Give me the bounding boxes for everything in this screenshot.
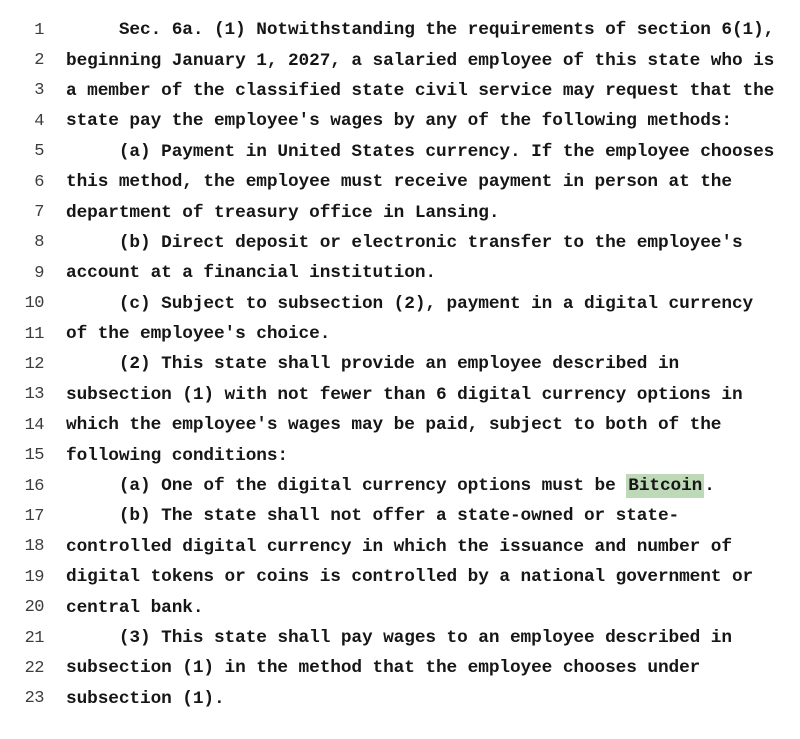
line-number: 12	[24, 354, 44, 374]
line-text	[66, 658, 700, 678]
text-line	[14, 380, 800, 410]
text-segment: central bank.	[66, 597, 204, 618]
text-line	[14, 197, 800, 227]
line-number: 15	[24, 446, 44, 466]
text-segment: .	[704, 476, 715, 497]
text-line	[14, 440, 800, 470]
line-number: 2	[34, 51, 44, 71]
text-line	[14, 349, 800, 379]
line-number: 14	[24, 415, 44, 435]
line-text	[66, 51, 774, 71]
text-segment: (c) Subject to subsection (2), payment in a digital currency	[66, 293, 754, 314]
text-segment: account at a financial institution.	[66, 263, 436, 284]
line-number: 8	[34, 233, 44, 253]
text-line	[14, 592, 800, 622]
line-number: 3	[34, 81, 44, 101]
text-line	[14, 319, 800, 349]
line-number: 13	[24, 385, 44, 405]
line-number: 17	[24, 506, 44, 526]
text-segment: (b) The state shall not offer a state-owned or state-	[66, 506, 680, 527]
text-segment: digital tokens or coins is controlled by a national government or	[66, 567, 754, 588]
line-text	[66, 81, 774, 101]
text-line	[14, 76, 800, 106]
text-segment: of the employee's choice.	[66, 324, 331, 345]
line-number: 11	[24, 324, 44, 344]
line-number: 20	[24, 598, 44, 618]
text-line	[14, 15, 800, 45]
line-number: 23	[24, 689, 44, 709]
text-segment: state pay the employee's wages by any of the following methods:	[66, 111, 732, 132]
line-number: 19	[24, 567, 44, 587]
line-text	[66, 415, 721, 435]
text-segment: controlled digital currency in which the issuance and number of	[66, 536, 732, 557]
text-segment: subsection (1).	[66, 688, 225, 709]
text-segment: subsection (1) in the method that the employee chooses under	[66, 658, 701, 679]
text-line	[14, 106, 800, 136]
line-number: 10	[24, 294, 44, 314]
line-text	[66, 172, 732, 192]
text-line	[14, 228, 800, 258]
line-text	[66, 446, 288, 466]
text-segment: Sec. 6a. (1) Notwithstanding the requirements of section 6(1),	[66, 20, 775, 41]
text-segment: which the employee's wages may be paid, subject to both of the	[66, 415, 722, 436]
text-segment: a member of the classified state civil service may request that the	[66, 80, 775, 101]
document-body	[14, 15, 800, 714]
text-line	[14, 653, 800, 683]
line-text	[66, 689, 225, 709]
line-text	[66, 294, 753, 314]
line-text	[66, 233, 743, 253]
line-text	[66, 354, 679, 374]
text-line	[14, 258, 800, 288]
line-text	[66, 537, 732, 557]
highlighted-term: Bitcoin	[628, 476, 703, 497]
text-line	[14, 562, 800, 592]
line-number: 22	[24, 658, 44, 678]
text-line	[14, 410, 800, 440]
line-text	[66, 203, 499, 223]
line-number: 6	[34, 172, 44, 192]
line-number: 9	[34, 263, 44, 283]
line-text	[66, 20, 774, 40]
text-line	[14, 137, 800, 167]
text-line	[14, 684, 800, 714]
line-number: 5	[34, 142, 44, 162]
line-number: 7	[34, 203, 44, 223]
line-text	[66, 506, 679, 526]
text-segment: department of treasury office in Lansing.	[66, 202, 500, 223]
line-text	[66, 263, 436, 283]
text-line	[14, 532, 800, 562]
text-segment: (2) This state shall provide an employee described in	[66, 354, 680, 375]
line-number: 18	[24, 537, 44, 557]
line-number: 16	[24, 476, 44, 496]
text-segment: following conditions:	[66, 445, 288, 466]
text-segment: subsection (1) with not fewer than 6 digital currency options in	[66, 384, 743, 405]
line-text	[66, 567, 753, 587]
text-line	[14, 45, 800, 75]
text-line	[14, 623, 800, 653]
text-line	[14, 471, 800, 501]
line-text	[66, 598, 203, 618]
text-line	[14, 289, 800, 319]
line-text	[66, 385, 743, 405]
line-text	[66, 476, 715, 496]
text-segment: (3) This state shall pay wages to an employee described in	[66, 628, 732, 648]
line-text	[66, 111, 732, 131]
text-line	[14, 167, 800, 197]
text-line	[14, 501, 800, 531]
text-segment: beginning January 1, 2027, a salaried employee of this state who is	[66, 50, 775, 71]
line-number: 4	[34, 111, 44, 131]
line-text	[66, 324, 330, 344]
text-segment: this method, the employee must receive payment in person at the	[66, 172, 732, 193]
text-segment: (a) One of the digital currency options must be	[66, 476, 627, 497]
line-number: 21	[24, 628, 44, 648]
text-segment: (a) Payment in United States currency. If the employee chooses	[66, 141, 775, 162]
line-text	[66, 628, 732, 648]
line-number: 1	[34, 20, 44, 40]
line-text	[66, 142, 774, 162]
text-segment: (b) Direct deposit or electronic transfer to the employee's	[66, 232, 743, 253]
